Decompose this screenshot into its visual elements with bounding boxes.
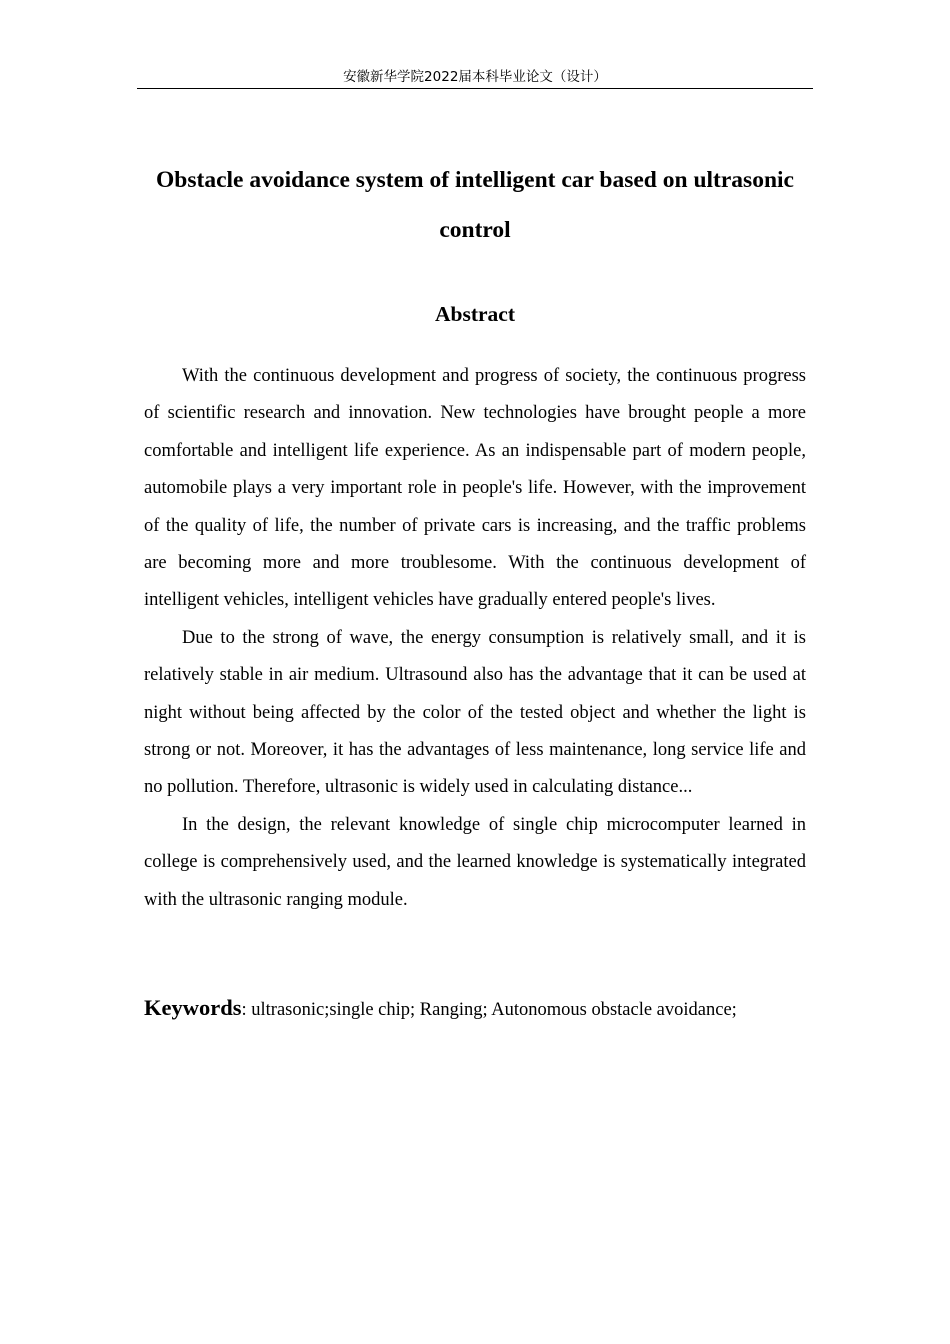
thesis-title-line-1: Obstacle avoidance system of intelligent car based on ultrasonic: [156, 167, 794, 193]
thesis-title: [137, 155, 813, 255]
abstract-body: [144, 358, 806, 919]
thesis-title-line-2: control: [439, 217, 511, 243]
abstract-paragraph: In the design, the relevant knowledge of single chip microcomputer learned in college is comprehensively used, and the learned knowledge is systematically integrated with the ultrasonic ranging module.: [144, 814, 806, 910]
keywords-separator: :: [241, 1000, 247, 1020]
keywords-label: Keywords: [144, 995, 242, 1020]
keywords-text: ultrasonic;single chip; Ranging; Autonomous obstacle avoidance;: [246, 1000, 737, 1020]
keywords-line: [144, 990, 806, 1028]
page-header: [137, 67, 813, 89]
abstract-paragraph: Due to the strong of wave, the energy consumption is relatively small, and it is relatively stable in air medium. Ultrasound also has the advantage that it can be used at night without being affected by the color of the tested object and whether the light is strong or not. Moreover, it has the advantages of less maintenance, long service life and no pollution. Therefore, ultrasonic is widely used in calculating distance...: [144, 627, 806, 798]
abstract-heading: Abstract: [434, 302, 515, 326]
running-title: 安徽新华学院2022届本科毕业论文（设计）: [343, 69, 607, 85]
abstract-paragraph: With the continuous development and progress of society, the continuous progress of scientific research and innovation. New technologies have brought people a more comfortable and intelligent life experience. As an indispensable part of modern people, automobile plays a very important role in people's life. However, with the improvement of the quality of life, the number of private cars is increasing, and the traffic problems are becoming more and more troublesome. With the continuous development of intelligent vehicles, intelligent vehicles have gradually entered people's lives.: [144, 366, 806, 611]
